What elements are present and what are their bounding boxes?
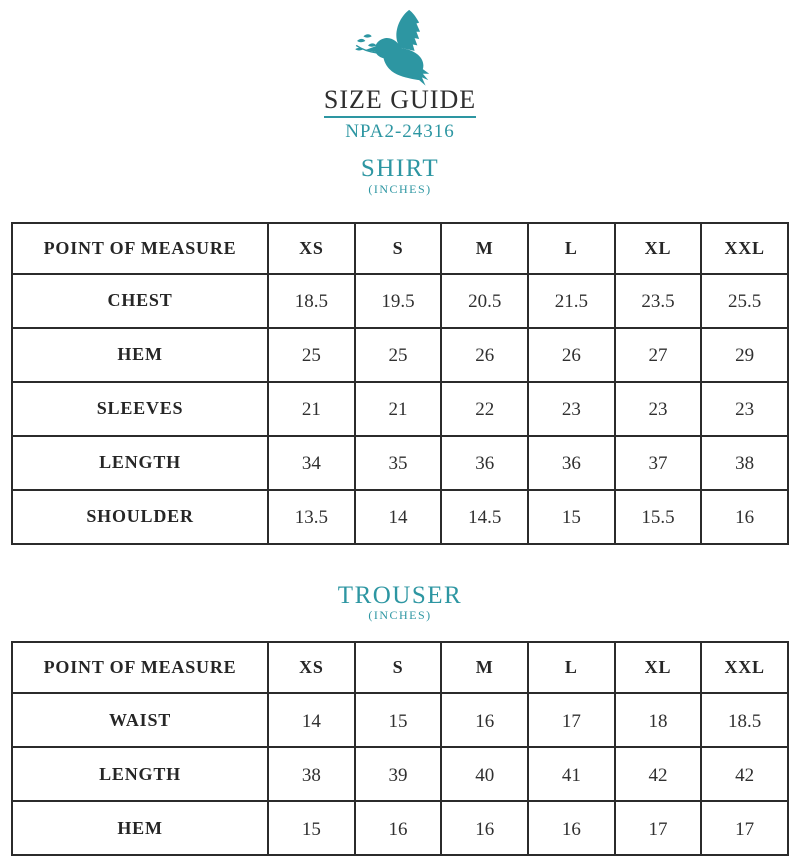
size-column-header: XL	[615, 223, 702, 274]
measure-row	[12, 693, 788, 747]
measure-value: 39	[355, 747, 442, 801]
measure-value: 19.5	[355, 274, 442, 328]
measure-value: 42	[615, 747, 702, 801]
measure-value: 23	[615, 382, 702, 436]
size-column-header: XS	[268, 642, 355, 693]
measure-value: 37	[615, 436, 702, 490]
trouser-heading: TROUSER	[337, 581, 463, 609]
measure-label: SLEEVES	[12, 382, 268, 436]
measure-value: 38	[701, 436, 788, 490]
measure-value: 18.5	[268, 274, 355, 328]
size-column-header: S	[355, 223, 442, 274]
measure-value: 26	[441, 328, 528, 382]
measure-row	[12, 436, 788, 490]
measure-value: 23	[528, 382, 615, 436]
measure-label: CHEST	[12, 274, 268, 328]
measure-value: 42	[701, 747, 788, 801]
measure-value: 18.5	[701, 693, 788, 747]
size-column-header: XXL	[701, 223, 788, 274]
measure-value: 21	[355, 382, 442, 436]
measure-value: 13.5	[268, 490, 355, 544]
measure-row	[12, 801, 788, 855]
size-column-header: L	[528, 223, 615, 274]
measure-value: 21.5	[528, 274, 615, 328]
measure-value: 15	[528, 490, 615, 544]
measure-value: 16	[355, 801, 442, 855]
measure-row	[12, 490, 788, 544]
measure-value: 34	[268, 436, 355, 490]
measure-value: 26	[528, 328, 615, 382]
point-of-measure-header: POINT OF MEASURE	[12, 642, 268, 693]
measure-value: 16	[701, 490, 788, 544]
measure-value: 41	[528, 747, 615, 801]
trouser-section-heading	[0, 583, 800, 622]
measure-row	[12, 274, 788, 328]
shirt-unit-label: (INCHES)	[368, 181, 432, 196]
measure-value: 17	[615, 801, 702, 855]
shirt-size-table	[11, 222, 789, 545]
brand-header	[0, 0, 800, 143]
table-header-row	[12, 223, 788, 274]
measure-value: 23	[701, 382, 788, 436]
measure-label: WAIST	[12, 693, 268, 747]
dove-olive-branch-icon	[354, 8, 446, 92]
measure-value: 16	[441, 801, 528, 855]
measure-value: 38	[268, 747, 355, 801]
page-title: SIZE GUIDE	[323, 85, 477, 114]
measure-value: 16	[528, 801, 615, 855]
measure-label: HEM	[12, 328, 268, 382]
measure-value: 40	[441, 747, 528, 801]
measure-value: 14	[355, 490, 442, 544]
size-column-header: S	[355, 642, 442, 693]
measure-value: 25	[355, 328, 442, 382]
measure-value: 15	[355, 693, 442, 747]
measure-value: 18	[615, 693, 702, 747]
measure-value: 27	[615, 328, 702, 382]
trouser-unit-label: (INCHES)	[368, 607, 432, 622]
measure-value: 20.5	[441, 274, 528, 328]
measure-value: 36	[528, 436, 615, 490]
measure-row	[12, 382, 788, 436]
measure-label: LENGTH	[12, 436, 268, 490]
measure-value: 23.5	[615, 274, 702, 328]
measure-value: 16	[441, 693, 528, 747]
size-column-header: XL	[615, 642, 702, 693]
measure-value: 25.5	[701, 274, 788, 328]
size-column-header: XXL	[701, 642, 788, 693]
measure-value: 14.5	[441, 490, 528, 544]
point-of-measure-header: POINT OF MEASURE	[12, 223, 268, 274]
shirt-heading: SHIRT	[360, 155, 440, 183]
measure-value: 14	[268, 693, 355, 747]
measure-value: 15	[268, 801, 355, 855]
size-column-header: XS	[268, 223, 355, 274]
table-header-row	[12, 642, 788, 693]
title-underline	[324, 116, 476, 118]
measure-label: HEM	[12, 801, 268, 855]
measure-value: 17	[528, 693, 615, 747]
trouser-size-table	[11, 641, 789, 856]
measure-row	[12, 747, 788, 801]
size-column-header: L	[528, 642, 615, 693]
size-column-header: M	[441, 642, 528, 693]
trouser-table-section	[0, 641, 800, 856]
measure-value: 29	[701, 328, 788, 382]
style-code: NPA2-24316	[345, 121, 455, 143]
measure-label: SHOULDER	[12, 490, 268, 544]
measure-value: 22	[441, 382, 528, 436]
measure-label: LENGTH	[12, 747, 268, 801]
measure-value: 17	[701, 801, 788, 855]
shirt-section-heading	[0, 156, 800, 195]
measure-value: 25	[268, 328, 355, 382]
size-column-header: M	[441, 223, 528, 274]
measure-row	[12, 328, 788, 382]
measure-value: 35	[355, 436, 442, 490]
measure-value: 21	[268, 382, 355, 436]
shirt-table-section	[0, 222, 800, 545]
measure-value: 36	[441, 436, 528, 490]
measure-value: 15.5	[615, 490, 702, 544]
